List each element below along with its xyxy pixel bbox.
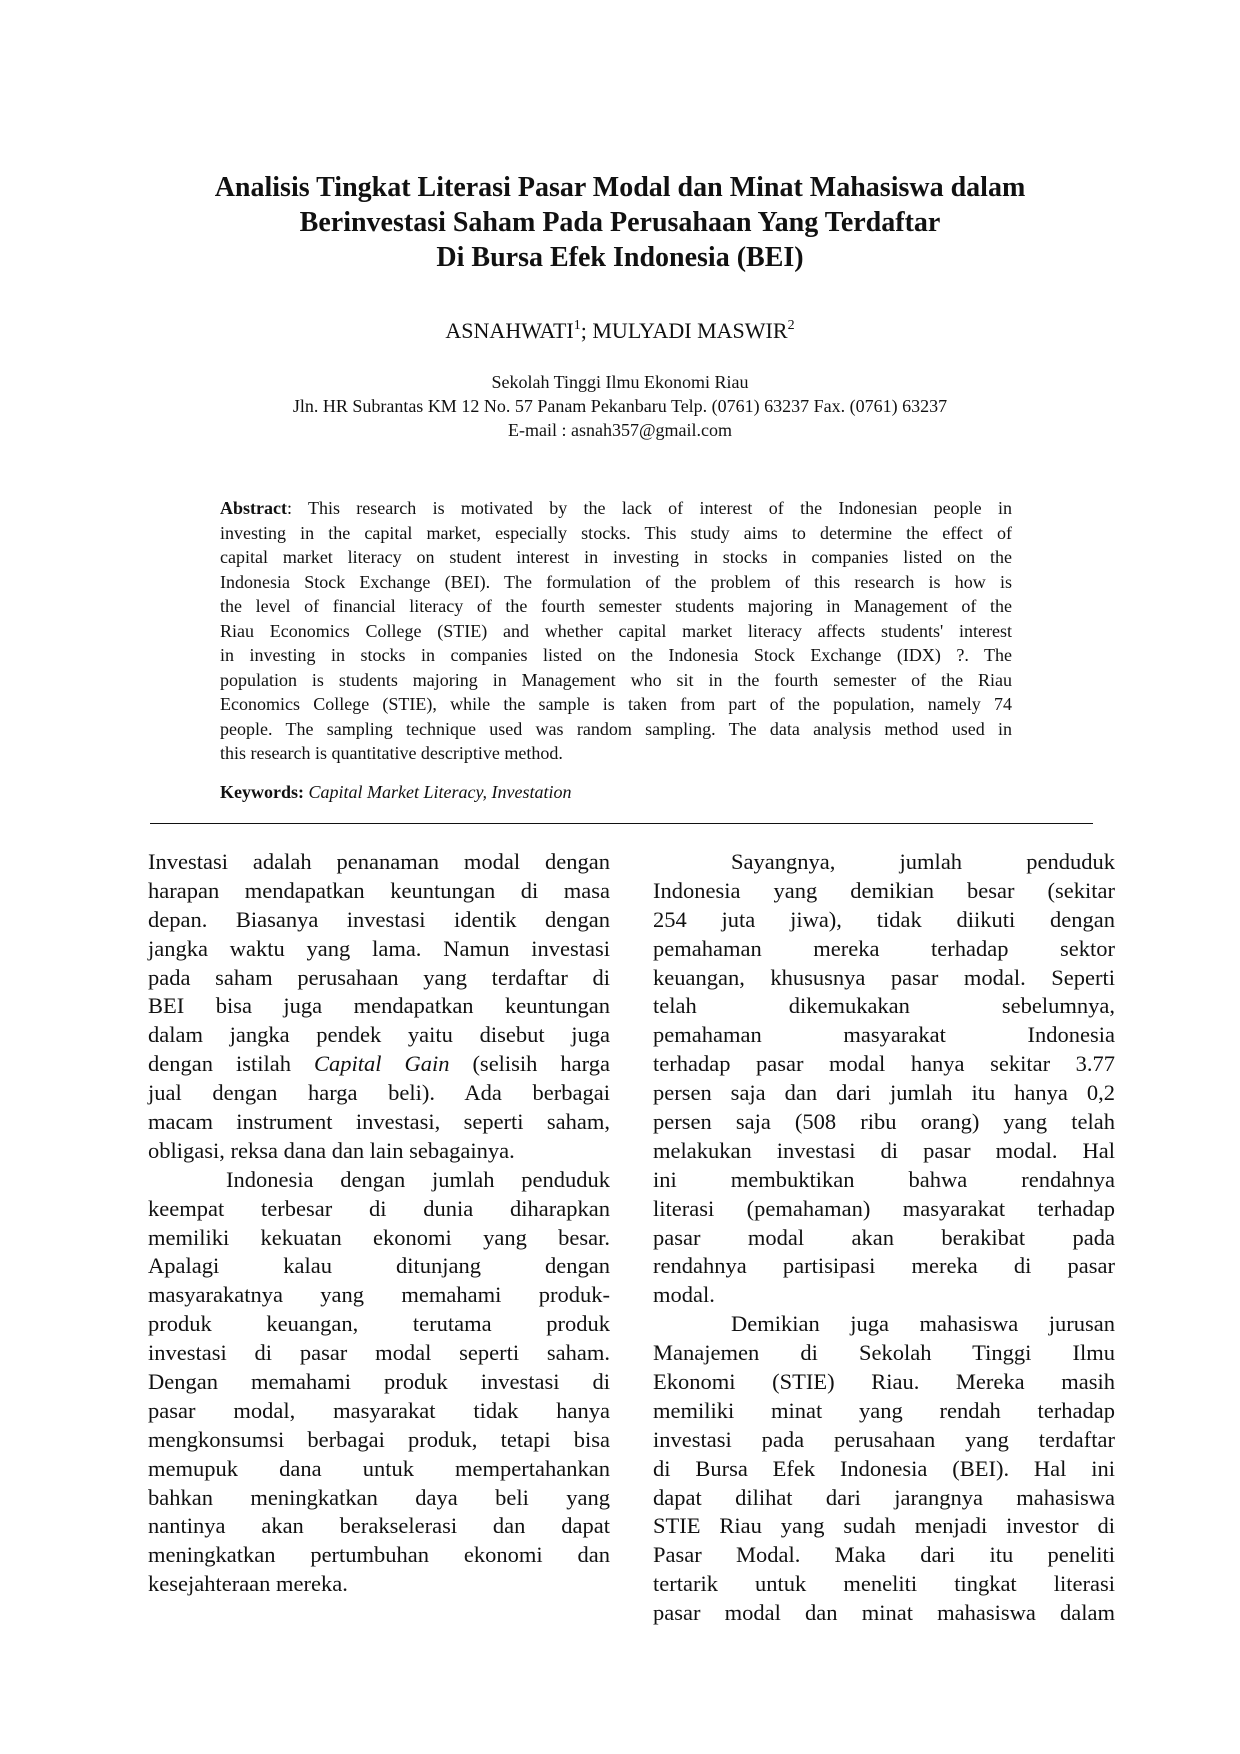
- body-line: memupuk dana untuk mempertahankan: [148, 1455, 610, 1481]
- italic-term: Capital Gain: [313, 1051, 450, 1077]
- body-line: pemahaman masyarakat Indonesia: [653, 1022, 1115, 1048]
- author-list: [140, 318, 1100, 344]
- body-line: investasi pada perusahaan yang terdaftar: [653, 1426, 1115, 1452]
- abstract-line: people. The sampling technique used was random sampling. The data analysis method used in: [220, 718, 1012, 739]
- body-line: obligasi, reksa dana dan lain sebagainya.: [148, 1137, 515, 1163]
- author-separator: ;: [580, 318, 593, 343]
- body-line: macam instrument investasi, seperti saham,: [148, 1109, 610, 1135]
- body-line: jual dengan harga beli). Ada berbagai: [148, 1080, 610, 1106]
- body-line: meningkatkan pertumbuhan ekonomi dan: [148, 1542, 610, 1568]
- body-line: memiliki minat yang rendah terhadap: [653, 1397, 1115, 1423]
- keywords-label: Keywords:: [220, 782, 304, 802]
- body-line: Indonesia yang demikian besar (sekitar: [653, 877, 1115, 903]
- author-name: MULYADI MASWIR: [592, 318, 788, 343]
- title-line: Berinvestasi Saham Pada Perusahaan Yang Terdaftar: [299, 207, 941, 238]
- author-affiliation-mark: 2: [787, 318, 795, 333]
- body-line: Ekonomi (STIE) Riau. Mereka masih: [653, 1369, 1115, 1395]
- contact-email: E-mail : asnah357@gmail.com: [507, 420, 733, 440]
- body-line: persen saja dan dari jumlah itu hanya 0,2: [653, 1080, 1115, 1106]
- body-line: memiliki kekuatan ekonomi yang besar.: [148, 1224, 610, 1250]
- body-line: jangka waktu yang lama. Namun investasi: [148, 935, 610, 961]
- body-line: mengkonsumsi berbagai produk, tetapi bisa: [148, 1426, 610, 1452]
- body-line: depan. Biasanya investasi identik dengan: [148, 906, 610, 932]
- body-line: keempat terbesar di dunia diharapkan: [148, 1195, 610, 1221]
- body-line: nantinya akan berakselerasi dan dapat: [148, 1513, 610, 1539]
- body-line: pasar modal akan berakibat pada: [653, 1224, 1115, 1250]
- body-line: rendahnya partisipasi mereka di pasar: [653, 1253, 1115, 1279]
- abstract-line: this research is quantitative descriptive method.: [220, 743, 563, 763]
- keywords-value: Capital Market Literacy, Investation: [308, 782, 572, 802]
- body-line: pasar modal dan minat mahasiswa dalam: [653, 1600, 1115, 1626]
- body-line: 254 juta jiwa), tidak diikuti dengan: [653, 906, 1115, 932]
- abstract-line: investing in the capital market, especially stocks. This study aims to determine the effect of: [220, 522, 1012, 543]
- author-affiliation-mark: 1: [573, 318, 581, 333]
- author-name: ASNAHWATI: [445, 318, 574, 343]
- body-line: Investasi adalah penanaman modal dengan: [148, 849, 610, 874]
- body-line: pada saham perusahaan yang terdaftar di: [148, 964, 610, 990]
- body-line: ini membuktikan bahwa rendahnya: [653, 1166, 1115, 1192]
- abstract-line: Economics College (STIE), while the sample is taken from part of the population, namely 74: [220, 694, 1012, 714]
- abstract-line: capital market literacy on student interest in investing in stocks in companies listed on the: [220, 547, 1012, 567]
- body-line: modal.: [653, 1282, 715, 1308]
- abstract-line: Indonesia Stock Exchange (BEI). The formulation of the problem of this research is how is: [220, 571, 1012, 592]
- body-line: STIE Riau yang sudah menjadi investor di: [653, 1513, 1115, 1539]
- institution-name: Sekolah Tinggi Ilmu Ekonomi Riau: [491, 372, 749, 392]
- body-line: bahkan meningkatkan daya beli yang: [148, 1484, 610, 1510]
- body-column-right: [653, 848, 1115, 1628]
- institution-address: Jln. HR Subrantas KM 12 No. 57 Panam Pekanbaru Telp. (0761) 63237 Fax. (0761) 63237: [292, 396, 948, 416]
- body-line: literasi (pemahaman) masyarakat terhadap: [653, 1195, 1115, 1221]
- body-line: tertarik untuk meneliti tingkat literasi: [653, 1571, 1115, 1597]
- body-line: persen saja (508 ribu orang) yang telah: [653, 1109, 1115, 1135]
- body-line: di Bursa Efek Indonesia (BEI). Hal ini: [653, 1455, 1115, 1481]
- body-line: [148, 1050, 610, 1079]
- body-text: (selisih harga: [449, 1051, 610, 1077]
- body-line: melakukan investasi di pasar modal. Hal: [653, 1137, 1115, 1163]
- body-line: Apalagi kalau ditunjang dengan: [148, 1253, 610, 1279]
- abstract-text: : This research is motivated by the lack of interest of the Indonesian people in: [286, 498, 1012, 518]
- abstract-line: Riau Economics College (STIE) and whether capital market literacy affects students' interest: [220, 620, 1012, 641]
- body-line: terhadap pasar modal hanya sekitar 3.77: [653, 1051, 1115, 1077]
- abstract-line: the level of financial literacy of the fourth semester students majoring in Management of the: [220, 596, 1012, 616]
- body-line: pasar modal, masyarakat tidak hanya: [148, 1397, 610, 1423]
- section-divider: [150, 823, 1093, 824]
- body-line: Demikian juga mahasiswa jurusan: [731, 1311, 1115, 1337]
- keywords-line: [220, 782, 571, 803]
- body-line: investasi di pasar modal seperti saham.: [148, 1340, 610, 1366]
- body-line: BEI bisa juga mendapatkan keuntungan: [148, 993, 610, 1019]
- paper-title: [140, 170, 1100, 275]
- body-line: telah dikemukakan sebelumnya,: [653, 993, 1115, 1019]
- affiliation-block: [140, 370, 1100, 442]
- body-text: dengan istilah: [148, 1051, 314, 1077]
- abstract-line: in investing in stocks in companies listed on the Indonesia Stock Exchange (IDX) ?. The: [220, 645, 1012, 665]
- body-column-left: [148, 848, 610, 1599]
- body-line: dapat dilihat dari jarangnya mahasiswa: [653, 1484, 1115, 1510]
- title-line: Analisis Tingkat Literasi Pasar Modal dan Minat Mahasiswa dalam: [214, 172, 1026, 203]
- body-line: produk keuangan, terutama produk: [148, 1311, 610, 1337]
- abstract-line: [220, 496, 1012, 521]
- abstract-label: Abstract: [220, 498, 287, 518]
- body-line: masyarakatnya yang memahami produk-: [148, 1282, 610, 1308]
- body-line: Indonesia dengan jumlah penduduk: [226, 1166, 610, 1192]
- abstract-line: population is students majoring in Management who sit in the fourth semester of the Riau: [220, 669, 1012, 690]
- body-line: dalam jangka pendek yaitu disebut juga: [148, 1022, 610, 1048]
- body-line: Sayangnya, jumlah penduduk: [731, 849, 1115, 874]
- title-line: Di Bursa Efek Indonesia (BEI): [436, 242, 804, 273]
- abstract-block: [220, 496, 1012, 766]
- body-line: Manajemen di Sekolah Tinggi Ilmu: [653, 1340, 1115, 1366]
- body-line: harapan mendapatkan keuntungan di masa: [148, 877, 610, 903]
- body-line: pemahaman mereka terhadap sektor: [653, 935, 1115, 961]
- body-line: Pasar Modal. Maka dari itu peneliti: [653, 1542, 1115, 1568]
- body-line: Dengan memahami produk investasi di: [148, 1369, 610, 1395]
- body-line: keuangan, khususnya pasar modal. Seperti: [653, 964, 1115, 990]
- body-line: kesejahteraan mereka.: [148, 1571, 348, 1597]
